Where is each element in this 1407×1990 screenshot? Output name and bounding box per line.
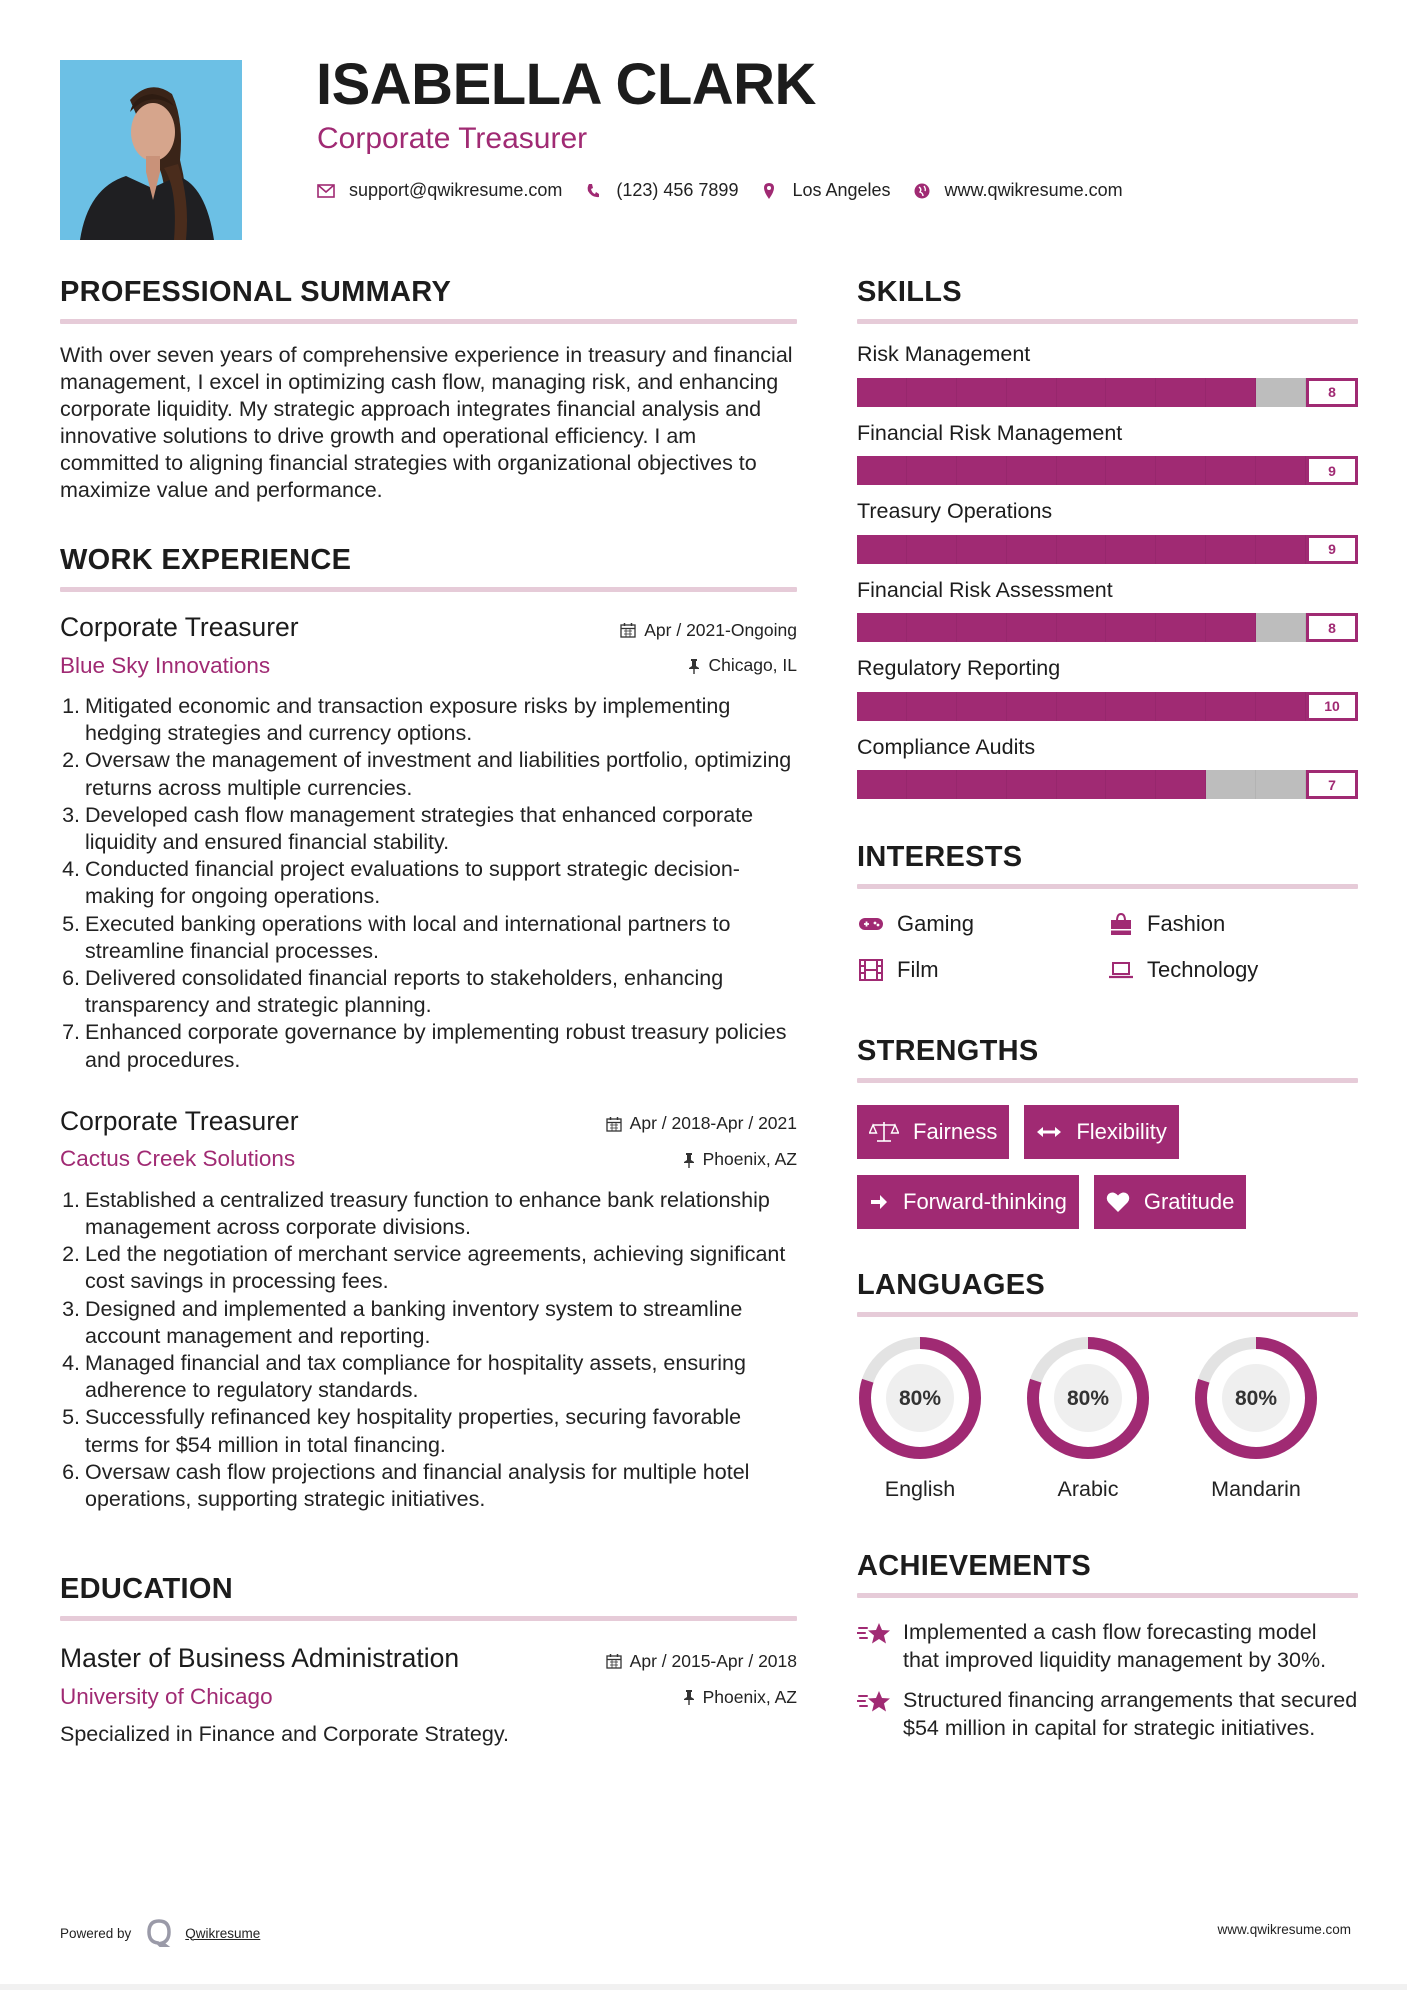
skill-segment (1256, 456, 1306, 485)
contact-website[interactable] (913, 180, 1123, 201)
calendar-icon (620, 622, 636, 638)
strengths-section (857, 1037, 1358, 1229)
skill-segment (907, 378, 957, 407)
job-bullets (60, 1187, 797, 1513)
skill-segment (1156, 535, 1206, 564)
page-bottom-edge (0, 1984, 1407, 1990)
candidate-name: ISABELLA CLARK (316, 52, 816, 117)
skill-rating-bar (857, 535, 1358, 564)
skill-segment (957, 692, 1007, 721)
list-item: 2. Led the negotiation of merchant service agreements, achieving significant cost savings in processing fees. (62, 1242, 786, 1294)
strength-label: Flexibility (1076, 1119, 1167, 1144)
list-item: 7. Enhanced corporate governance by implementing robust treasury policies and procedures. (62, 1020, 787, 1072)
skill-segment (1106, 535, 1156, 564)
skill-segment (907, 535, 957, 564)
section-divider (857, 319, 1358, 324)
skill-segment (907, 613, 957, 642)
language-progress-ring (1193, 1335, 1319, 1461)
powered-by-label: Powered by (60, 1925, 132, 1941)
list-item: 5. Successfully refinanced key hospitality properties, securing favorable terms for $54 million in total financing. (62, 1405, 742, 1457)
job-dates-text: Apr / 2018-Apr / 2021 (629, 1113, 797, 1134)
gamepad-icon (857, 916, 885, 932)
education-section (60, 1575, 797, 1747)
language-item (1025, 1335, 1151, 1502)
language-item (857, 1335, 983, 1502)
language-percent: 80% (1066, 1387, 1110, 1410)
skill-segment (957, 613, 1007, 642)
skill-rating-bar (857, 770, 1358, 799)
strength-tag (857, 1105, 1009, 1159)
pushpin-icon (683, 1152, 695, 1168)
languages-heading: LANGUAGES (857, 1269, 1045, 1301)
contact-phone-text: (123) 456 7899 (616, 180, 739, 200)
section-divider (60, 1616, 797, 1621)
education-dates-text: Apr / 2015-Apr / 2018 (629, 1650, 797, 1671)
skill-segment (1106, 692, 1156, 721)
interests-list (857, 911, 1358, 983)
candidate-title: Corporate Treasurer (317, 122, 588, 155)
skill-segment (1256, 692, 1306, 721)
contact-phone[interactable] (584, 180, 738, 201)
skill-label: Risk Management (857, 342, 1031, 366)
achievements-heading: ACHIEVEMENTS (857, 1550, 1092, 1582)
profile-photo (60, 60, 242, 240)
skill-item (857, 501, 1358, 564)
shooting-star-icon (857, 1621, 893, 1674)
calendar-icon (606, 1653, 622, 1669)
phone-icon (584, 183, 602, 199)
skill-segment (1007, 613, 1057, 642)
interest-label: Gaming (897, 911, 975, 936)
job-dates-text: Apr / 2021-Ongoing (644, 619, 797, 640)
pushpin-icon (688, 658, 700, 674)
contact-email[interactable] (317, 180, 562, 201)
laptop-icon (1107, 960, 1135, 980)
contact-email-text: support@qwikresume.com (349, 180, 563, 200)
strength-label: Fairness (913, 1119, 998, 1144)
achievement-text: Structured financing arrangements that secured $54 million in capital for strategic initiatives. (903, 1688, 1358, 1740)
skill-segment (1256, 535, 1306, 564)
strength-tag (1094, 1175, 1247, 1229)
job-role: Corporate Treasurer (60, 612, 299, 642)
footer-powered-by (60, 1919, 260, 1947)
achievements-list (857, 1618, 1358, 1742)
strengths-list (857, 1105, 1358, 1229)
skill-segment (1057, 613, 1107, 642)
arrows-horizontal-icon (1036, 1125, 1062, 1139)
education-location-text: Phoenix, AZ (702, 1686, 797, 1707)
strengths-heading: STRENGTHS (857, 1035, 1039, 1067)
language-item (1193, 1335, 1319, 1502)
strength-tag (857, 1175, 1079, 1229)
heart-icon (1106, 1191, 1130, 1213)
skill-segment (907, 692, 957, 721)
skill-segment (1057, 692, 1107, 721)
skill-score-badge: 9 (1306, 535, 1358, 564)
envelope-icon (317, 184, 335, 198)
education-description: Specialized in Finance and Corporate Strategy. (60, 1722, 509, 1747)
education-heading: EDUCATION (60, 1573, 233, 1606)
skill-segment (1256, 378, 1306, 407)
section-divider (857, 1078, 1358, 1083)
skill-segment (1156, 770, 1206, 799)
job-entry (60, 614, 797, 1074)
education-dates (606, 1651, 797, 1672)
job-location-text: Chicago, IL (708, 655, 797, 676)
contact-location (760, 180, 890, 201)
language-name: Arabic (1057, 1477, 1119, 1501)
skill-rating-bar (857, 456, 1358, 485)
skills-section (857, 278, 1358, 799)
language-percent: 80% (1234, 1387, 1278, 1410)
skill-item (857, 658, 1358, 721)
skill-segment (1106, 613, 1156, 642)
skill-segment (957, 456, 1007, 485)
skill-segment (1057, 535, 1107, 564)
shooting-star-icon (857, 1689, 893, 1742)
language-progress-ring (857, 1335, 983, 1461)
skill-segment (1206, 535, 1256, 564)
summary-section (60, 278, 797, 504)
list-item: 2. Oversaw the management of investment and liabilities portfolio, optimizing returns across multiple currencies. (62, 748, 792, 800)
job-location (683, 1149, 797, 1170)
achievement-text: Implemented a cash flow forecasting model that improved liquidity management by 30%. (903, 1620, 1327, 1672)
skill-segment (1206, 456, 1256, 485)
summary-text: With over seven years of comprehensive experience in treasury and financial management, I excel in optimizing cash flow, managing risk, and enhancing corporate liquidity. My strategic approach integrates financial analysis and innovative solutions to drive growth and operational efficiency. I am committed to aligning financial strategies with organizational objectives to maximize value and performance. (60, 343, 793, 502)
skill-segment (857, 535, 907, 564)
qwikresume-logo-icon (147, 1919, 171, 1947)
section-divider (857, 1312, 1358, 1317)
skill-segment (1256, 613, 1306, 642)
strength-label: Gratitude (1143, 1189, 1235, 1214)
calendar-icon (606, 1116, 622, 1132)
skill-segment (1156, 692, 1206, 721)
skill-label: Financial Risk Management (857, 420, 1123, 445)
arrow-right-icon (869, 1192, 889, 1212)
footer-website[interactable]: www.qwikresume.com (1217, 1922, 1351, 1937)
right-column (857, 278, 1358, 1754)
experience-section (60, 546, 797, 1513)
skill-label: Treasury Operations (857, 499, 1053, 523)
skills-list (857, 344, 1358, 799)
skill-segment (957, 770, 1007, 799)
school-name: University of Chicago (60, 1683, 273, 1709)
language-name: English (884, 1477, 956, 1501)
skill-segment (1106, 456, 1156, 485)
job-location (688, 655, 797, 676)
achievement-item (857, 1618, 1358, 1674)
skill-segment (857, 378, 907, 407)
section-divider (60, 319, 797, 324)
shopping-bag-icon (1107, 912, 1135, 936)
map-pin-icon (760, 182, 778, 200)
language-name: Mandarin (1211, 1477, 1301, 1501)
list-item: 3. Designed and implemented a banking inventory system to streamline account management and reporting. (62, 1296, 743, 1348)
skill-segment (1057, 378, 1107, 407)
skill-segment (1206, 378, 1256, 407)
pushpin-icon (683, 1689, 695, 1705)
summary-heading: PROFESSIONAL SUMMARY (60, 276, 452, 308)
education-location (683, 1687, 797, 1708)
skill-segment (1057, 770, 1107, 799)
language-percent: 80% (898, 1387, 942, 1410)
skill-segment (1106, 378, 1156, 407)
strength-tag (1024, 1105, 1178, 1159)
skill-item (857, 420, 1358, 486)
skill-score-badge: 7 (1306, 770, 1358, 799)
achievement-item (857, 1686, 1358, 1742)
job-entry (60, 1105, 797, 1513)
contact-website-text: www.qwikresume.com (944, 180, 1123, 200)
contact-bar (317, 180, 1145, 201)
portrait-image (60, 60, 242, 240)
skill-score-badge: 8 (1306, 613, 1358, 642)
left-column (60, 278, 797, 1747)
skill-item (857, 734, 1358, 800)
interests-heading: INTERESTS (857, 841, 1023, 873)
job-role: Corporate Treasurer (60, 1105, 299, 1136)
skill-segment (907, 456, 957, 485)
skill-segment (857, 613, 907, 642)
list-item: 4. Conducted financial project evaluations to support strategic decision-making for ongoing operations. (62, 857, 740, 909)
list-item: 6. Delivered consolidated financial reports to stakeholders, enhancing transparency and strategic planning. (62, 966, 724, 1018)
list-item: 6. Oversaw cash flow projections and financial analysis for multiple hotel operations, supporting strategic initiatives. (62, 1459, 750, 1512)
interest-item (1107, 957, 1357, 983)
interest-label: Fashion (1147, 911, 1226, 936)
list-item: 3. Developed cash flow management strategies that enhanced corporate liquidity and ensured financial stability. (62, 802, 754, 855)
skill-rating-bar (857, 613, 1358, 642)
section-divider (857, 1593, 1358, 1598)
film-icon (857, 959, 885, 981)
skill-segment (1106, 770, 1156, 799)
skill-label: Compliance Audits (857, 734, 1036, 759)
job-location-text: Phoenix, AZ (702, 1149, 797, 1170)
skill-score-badge: 8 (1306, 378, 1358, 407)
contact-location-text: Los Angeles (792, 180, 891, 200)
skill-score-badge: 10 (1306, 692, 1358, 721)
skill-segment (857, 456, 907, 485)
skill-label: Financial Risk Assessment (857, 577, 1113, 602)
job-dates (620, 620, 797, 641)
languages-section (857, 1271, 1358, 1502)
skill-segment (1156, 456, 1206, 485)
interests-section (857, 843, 1358, 983)
list-item: 4. Managed financial and tax compliance for hospitality assets, ensuring adherence to regulatory standards. (62, 1351, 746, 1403)
skill-segment (957, 535, 1007, 564)
degree-name: Master of Business Administration (60, 1643, 460, 1674)
section-divider (60, 587, 797, 592)
languages-list (857, 1335, 1358, 1502)
skill-segment (1256, 770, 1306, 799)
skill-score-badge: 9 (1306, 456, 1358, 485)
skill-segment (1206, 692, 1256, 721)
language-progress-ring (1025, 1335, 1151, 1461)
interest-item (1107, 911, 1357, 937)
list-item: 1. Mitigated economic and transaction exposure risks by implementing hedging strategies and currency options. (62, 694, 731, 746)
balance-scale-icon (869, 1120, 899, 1144)
experience-heading: WORK EXPERIENCE (60, 544, 352, 576)
skill-segment (857, 770, 907, 799)
skill-segment (1007, 378, 1057, 407)
skills-heading: SKILLS (857, 276, 962, 308)
job-dates (606, 1113, 797, 1134)
skill-segment (1007, 456, 1057, 485)
education-entry (60, 1645, 797, 1747)
globe-icon (913, 183, 931, 199)
interest-label: Film (897, 957, 939, 982)
job-company: Cactus Creek Solutions (60, 1146, 296, 1172)
skill-segment (1057, 456, 1107, 485)
interest-item (857, 957, 1107, 983)
job-company: Blue Sky Innovations (60, 652, 271, 678)
list-item: 5. Executed banking operations with local and international partners to streamline financial processes. (62, 911, 731, 963)
skill-rating-bar (857, 378, 1358, 407)
skill-segment (1007, 770, 1057, 799)
section-divider (857, 884, 1358, 889)
interest-label: Technology (1147, 957, 1259, 982)
qwikresume-link[interactable]: Qwikresume (185, 1925, 261, 1941)
skill-segment (1007, 535, 1057, 564)
skill-segment (1206, 770, 1256, 799)
skill-segment (907, 770, 957, 799)
list-item: 1. Established a centralized treasury function to enhance bank relationship management across corporate divisions. (62, 1187, 770, 1240)
skill-segment (1156, 378, 1206, 407)
skill-label: Regulatory Reporting (857, 656, 1061, 680)
skill-segment (957, 378, 1007, 407)
interest-item (857, 911, 1107, 937)
skill-rating-bar (857, 692, 1358, 721)
skill-segment (1206, 613, 1256, 642)
skill-item (857, 344, 1358, 407)
strength-label: Forward-thinking (903, 1189, 1067, 1214)
skill-segment (1156, 613, 1206, 642)
achievements-section (857, 1552, 1358, 1742)
skill-segment (1007, 692, 1057, 721)
skill-segment (857, 692, 907, 721)
skill-item (857, 577, 1358, 643)
job-bullets (60, 693, 797, 1074)
